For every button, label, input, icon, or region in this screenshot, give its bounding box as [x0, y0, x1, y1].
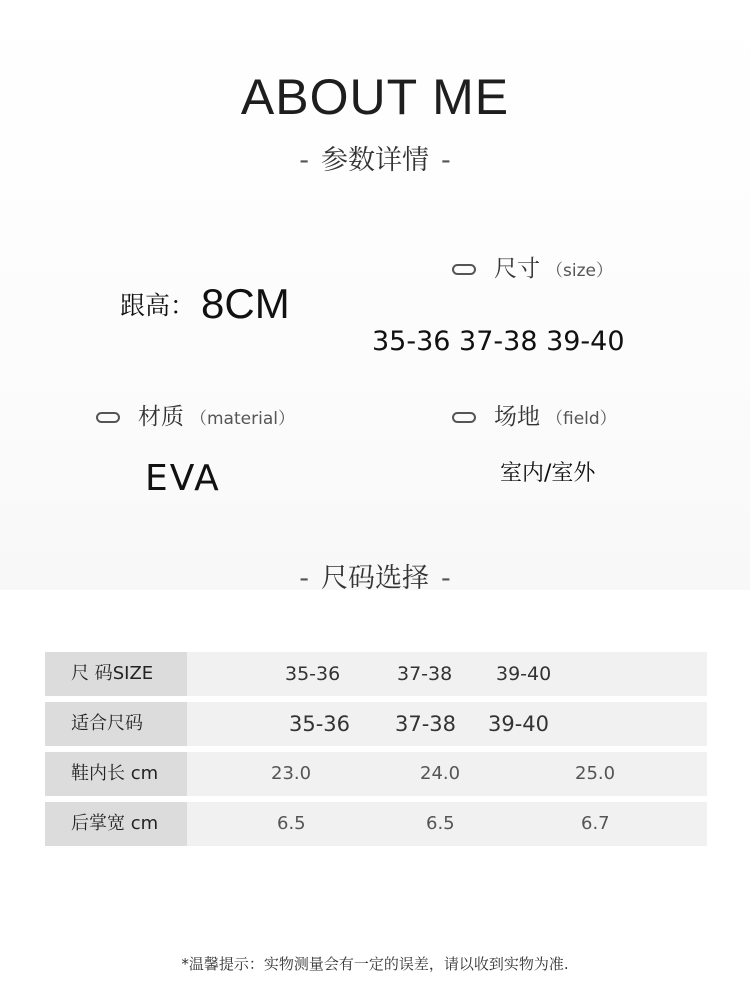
table-cell: 35-36 [289, 712, 351, 736]
pill-icon [452, 412, 476, 423]
table-row [45, 752, 707, 796]
table-row [45, 702, 707, 746]
material-label: 材质 [138, 404, 184, 430]
table-cell: 23.0 [271, 763, 312, 784]
size-values: 35-36 37-38 39-40 [372, 326, 625, 357]
dash-right: - [441, 563, 451, 594]
table-cell: 6.5 [277, 813, 306, 834]
table-row [45, 652, 707, 696]
material-label-group [96, 398, 295, 431]
pill-icon [96, 412, 120, 423]
row-header: 后掌宽 cm [45, 802, 187, 846]
page-title: ABOUT ME [240, 69, 510, 125]
material-value: EVA [145, 458, 221, 499]
field-label-paren: （field） [546, 409, 617, 429]
table-cell: 6.5 [426, 813, 455, 834]
dash-right: - [441, 145, 451, 176]
row-header: 适合尺码 [45, 702, 187, 746]
table-cell: 6.7 [581, 813, 610, 834]
material-label-paren: （material） [190, 409, 295, 429]
footer-note: *温馨提示：实物测量会有一定的误差，请以收到实物为准. [181, 955, 569, 973]
field-label-group [452, 398, 617, 431]
heel-label: 跟高： [120, 291, 196, 320]
field-label: 场地 [494, 404, 540, 430]
table-cell: 39-40 [488, 712, 550, 736]
table-cell: 24.0 [420, 763, 461, 784]
size-section-title-text: 尺码选择 [321, 563, 429, 594]
table-cell: 39-40 [496, 663, 552, 685]
field-value: 室内/室外 [500, 461, 596, 486]
table-cell: 37-38 [395, 712, 457, 736]
dash-left: - [299, 145, 309, 176]
params-subtitle-text: 参数详情 [321, 145, 429, 176]
heel-height [120, 280, 290, 328]
size-section-title [0, 556, 750, 595]
pill-icon [452, 264, 476, 275]
size-label: 尺寸 [494, 256, 540, 282]
table-cell: 37-38 [397, 663, 453, 685]
row-header: 鞋内长 cm [45, 752, 187, 796]
heel-value: 8CM [201, 280, 290, 327]
size-label-paren: （size） [546, 261, 613, 281]
params-subtitle [0, 138, 750, 177]
size-label-group [452, 250, 613, 283]
table-cell: 25.0 [575, 763, 616, 784]
table-row [45, 802, 707, 846]
table-cell: 35-36 [285, 663, 341, 685]
dash-left: - [299, 563, 309, 594]
row-header: 尺 码SIZE [45, 652, 187, 696]
